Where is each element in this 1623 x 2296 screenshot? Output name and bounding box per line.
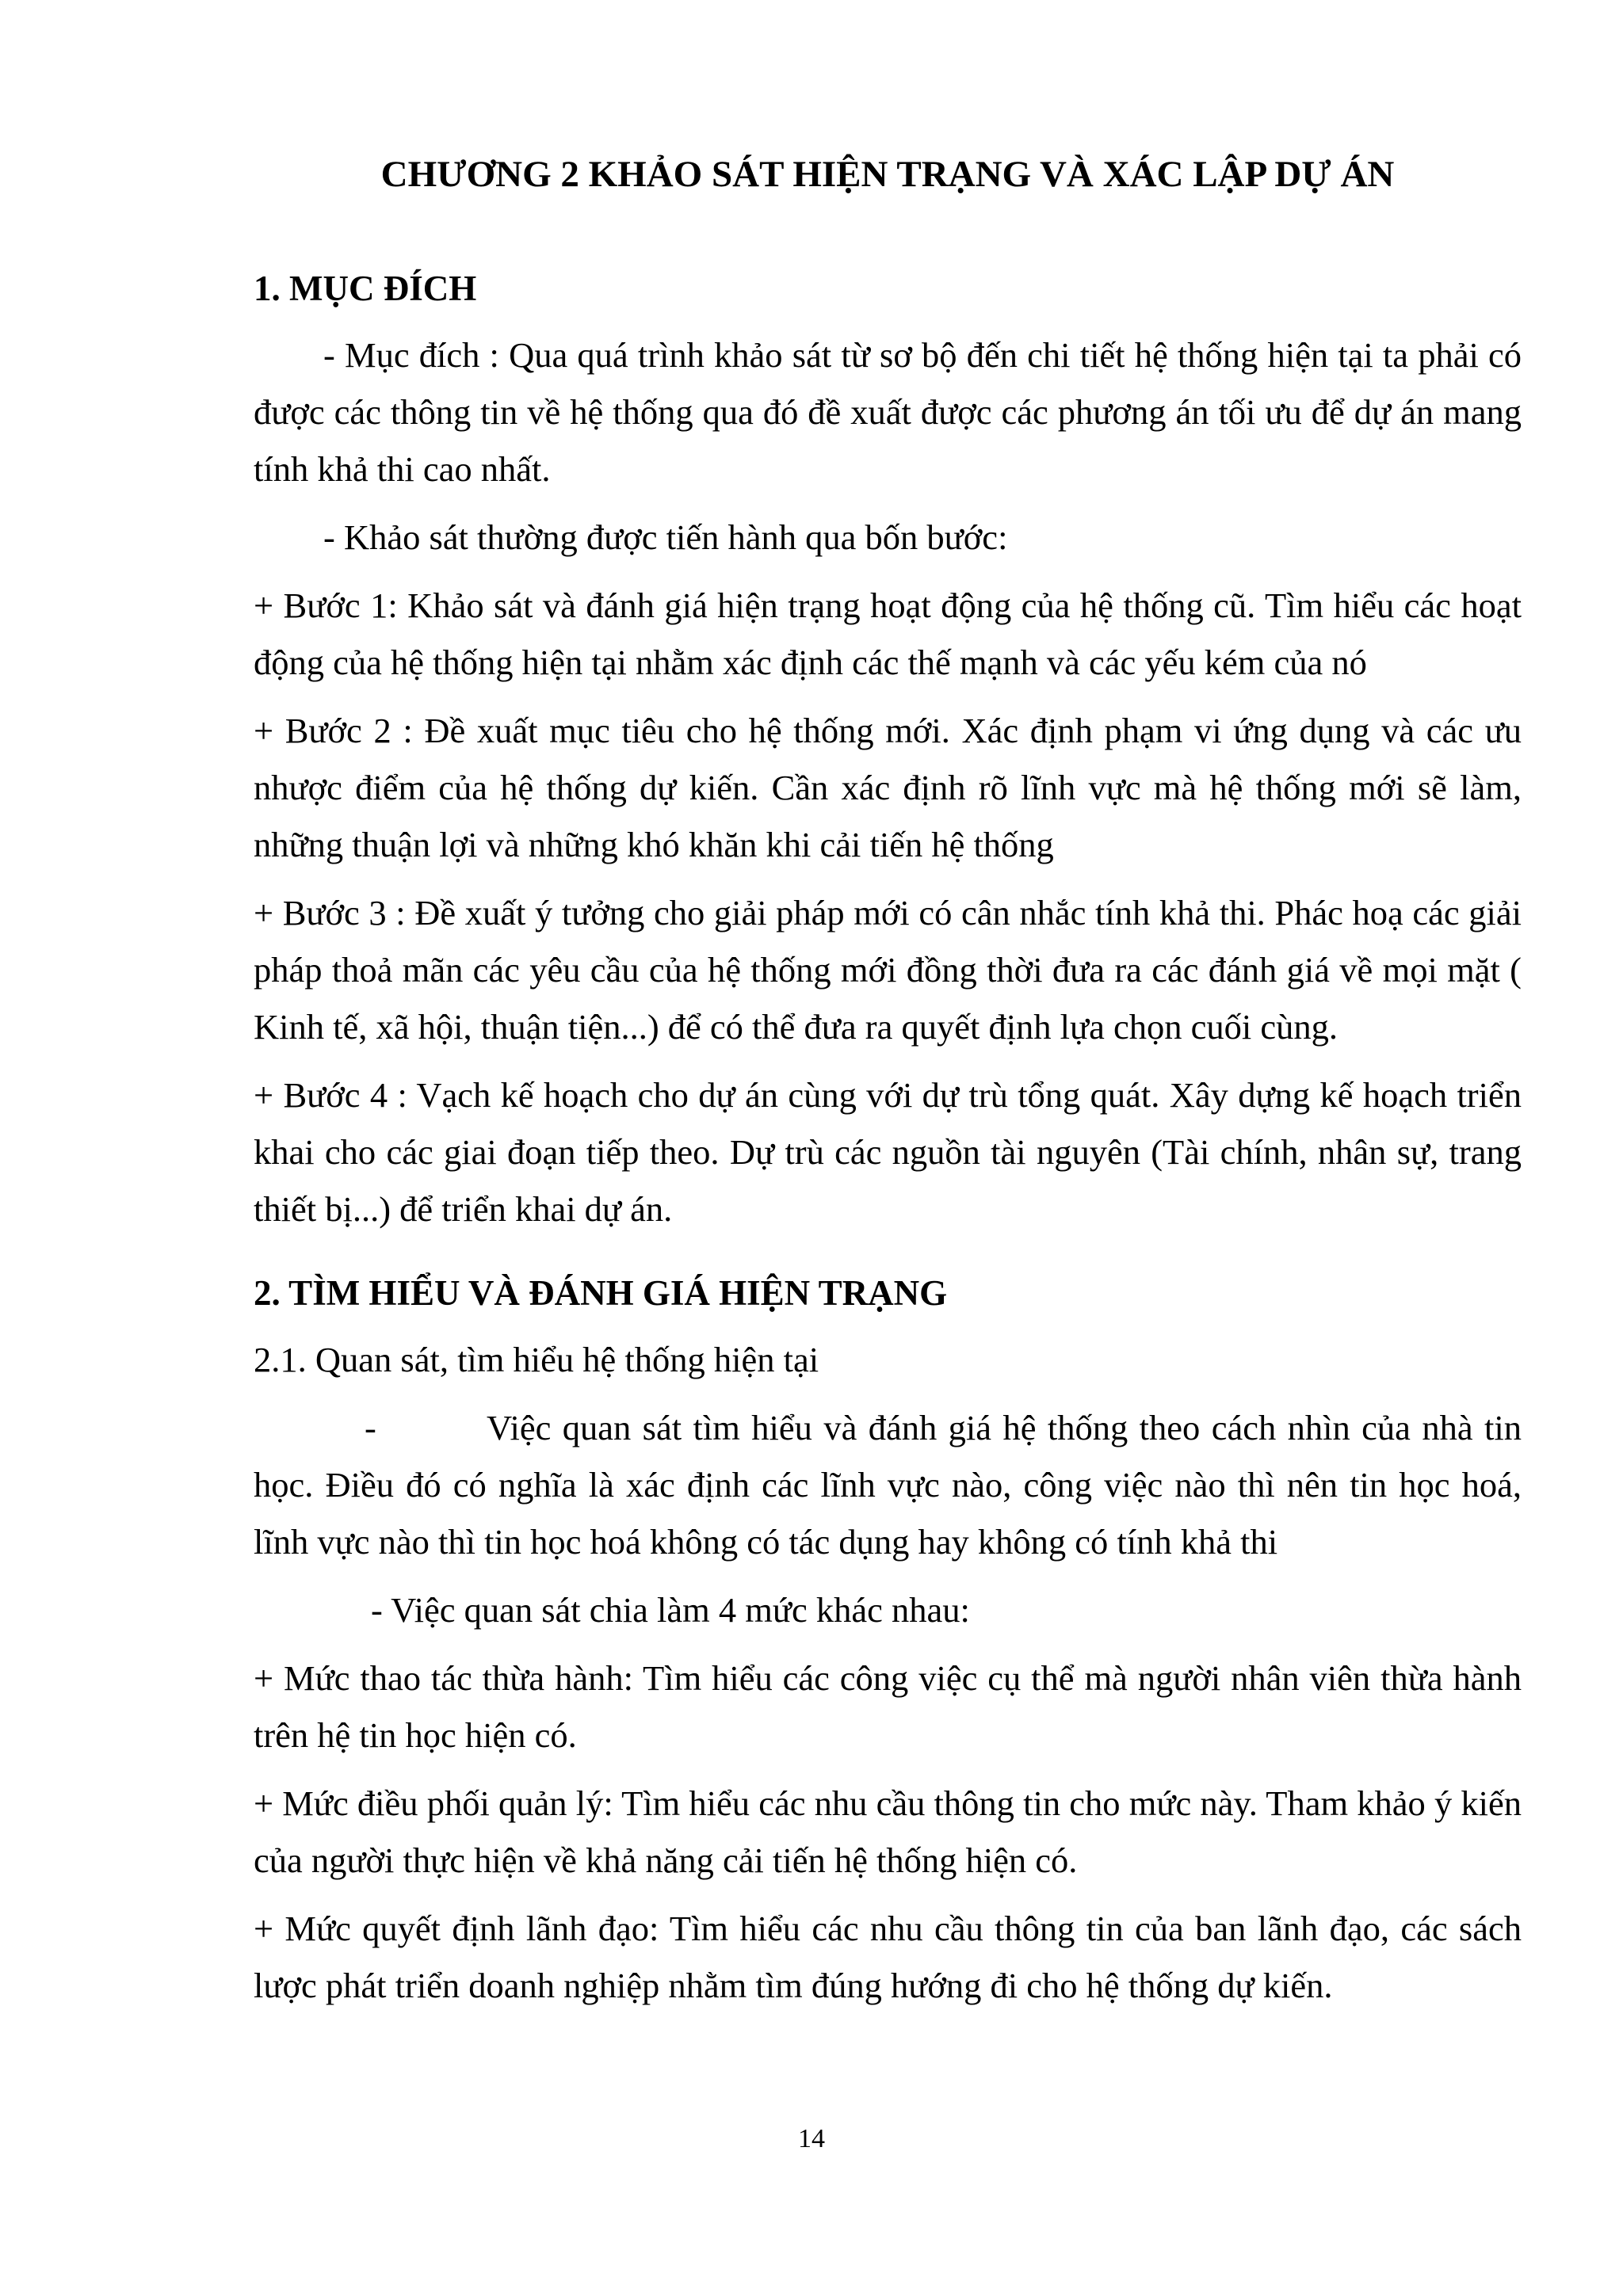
paragraph-step-1: + Bước 1: Khảo sát và đánh giá hiện trạng hoạt động của hệ thống cũ. Tìm hiểu các hoạt động của hệ thống hiện tại nhằm xác định các thế mạnh và các yếu kém của nó [254, 585, 1522, 682]
paragraph-observation [254, 1399, 1522, 1570]
paragraph-step-4: + Bước 4 : Vạch kế hoạch cho dự án cùng với dự trù tổng quát. Xây dựng kế hoạch triển khai cho các giai đoạn tiếp theo. Dự trù các nguồn tài nguyên (Tài chính, nhân sự, trang thiết bị...) để triển khai dự án. [254, 1075, 1522, 1229]
paragraph-step-2: + Bước 2 : Đề xuất mục tiêu cho hệ thống mới. Xác định phạm vi ứng dụng và các ưu nhược điểm của hệ thống dự kiến. Cần xác định rõ lĩnh vực mà hệ thống mới sẽ làm, những thuận lợi và những khó khăn khi cải tiến hệ thống [254, 711, 1522, 864]
section-heading-tim-hieu: 2. TÌM HIỂU VÀ ĐÁNH GIÁ HIỆN TRẠNG [254, 1273, 948, 1313]
paragraph-step-3: + Bước 3 : Đề xuất ý tưởng cho giải pháp mới có cân nhắc tính khả thi. Phác hoạ các giải pháp thoả mãn các yêu cầu của hệ thống mới đồng thời đưa ra các đánh giá về mọi mặt ( Kinh tế, xã hội, thuận tiện...) để có thể đưa ra quyết định lựa chọn cuối cùng. [254, 893, 1522, 1047]
subsection-heading-2-1: 2.1. Quan sát, tìm hiểu hệ thống hiện tại [254, 1340, 819, 1379]
paragraph-purpose: - Mục đích : Qua quá trình khảo sát từ sơ bộ đến chi tiết hệ thống hiện tại ta phải có được các thông tin về hệ thống qua đó đề xuất được các phương án tối ưu để dự án mang tính khả thi cao nhất. [254, 335, 1522, 489]
paragraph-level-operational: + Mức thao tác thừa hành: Tìm hiểu các công việc cụ thể mà người nhân viên thừa hành trên hệ tin học hiện có. [254, 1658, 1522, 1755]
section-heading-muc-dich: 1. MỤC ĐÍCH [254, 269, 477, 308]
document-page [254, 143, 1522, 2025]
page-number: 14 [798, 2124, 825, 2153]
paragraph-survey-steps-intro: - Khảo sát thường được tiến hành qua bốn bước: [323, 517, 1008, 557]
paragraph-level-coordination: + Mức điều phối quản lý: Tìm hiểu các nhu cầu thông tin cho mức này. Tham khảo ý kiến của người thực hiện về khả năng cải tiến hệ thống hiện có. [254, 1783, 1522, 1880]
chapter-title: CHƯƠNG 2 KHẢO SÁT HIỆN TRẠNG VÀ XÁC LẬP DỰ ÁN [380, 154, 1395, 195]
paragraph-level-leadership: + Mức quyết định lãnh đạo: Tìm hiểu các nhu cầu thông tin của ban lãnh đạo, các sách lược phát triển doanh nghiệp nhằm tìm đúng hướng đi cho hệ thống dự kiến. [254, 1909, 1522, 2005]
dash-marker: - [365, 1408, 376, 1447]
paragraph-observation-levels: - Việc quan sát chia làm 4 mức khác nhau: [371, 1590, 970, 1630]
paragraph-observation-text: Việc quan sát tìm hiểu và đánh giá hệ thống theo cách nhìn của nhà tin học. Điều đó có nghĩa là xác định các lĩnh vực nào, công việc nào thì nên tin học hoá, lĩnh vực nào thì tin học hoá không có tác dụng hay không có tính khả thi [254, 1408, 1522, 1562]
